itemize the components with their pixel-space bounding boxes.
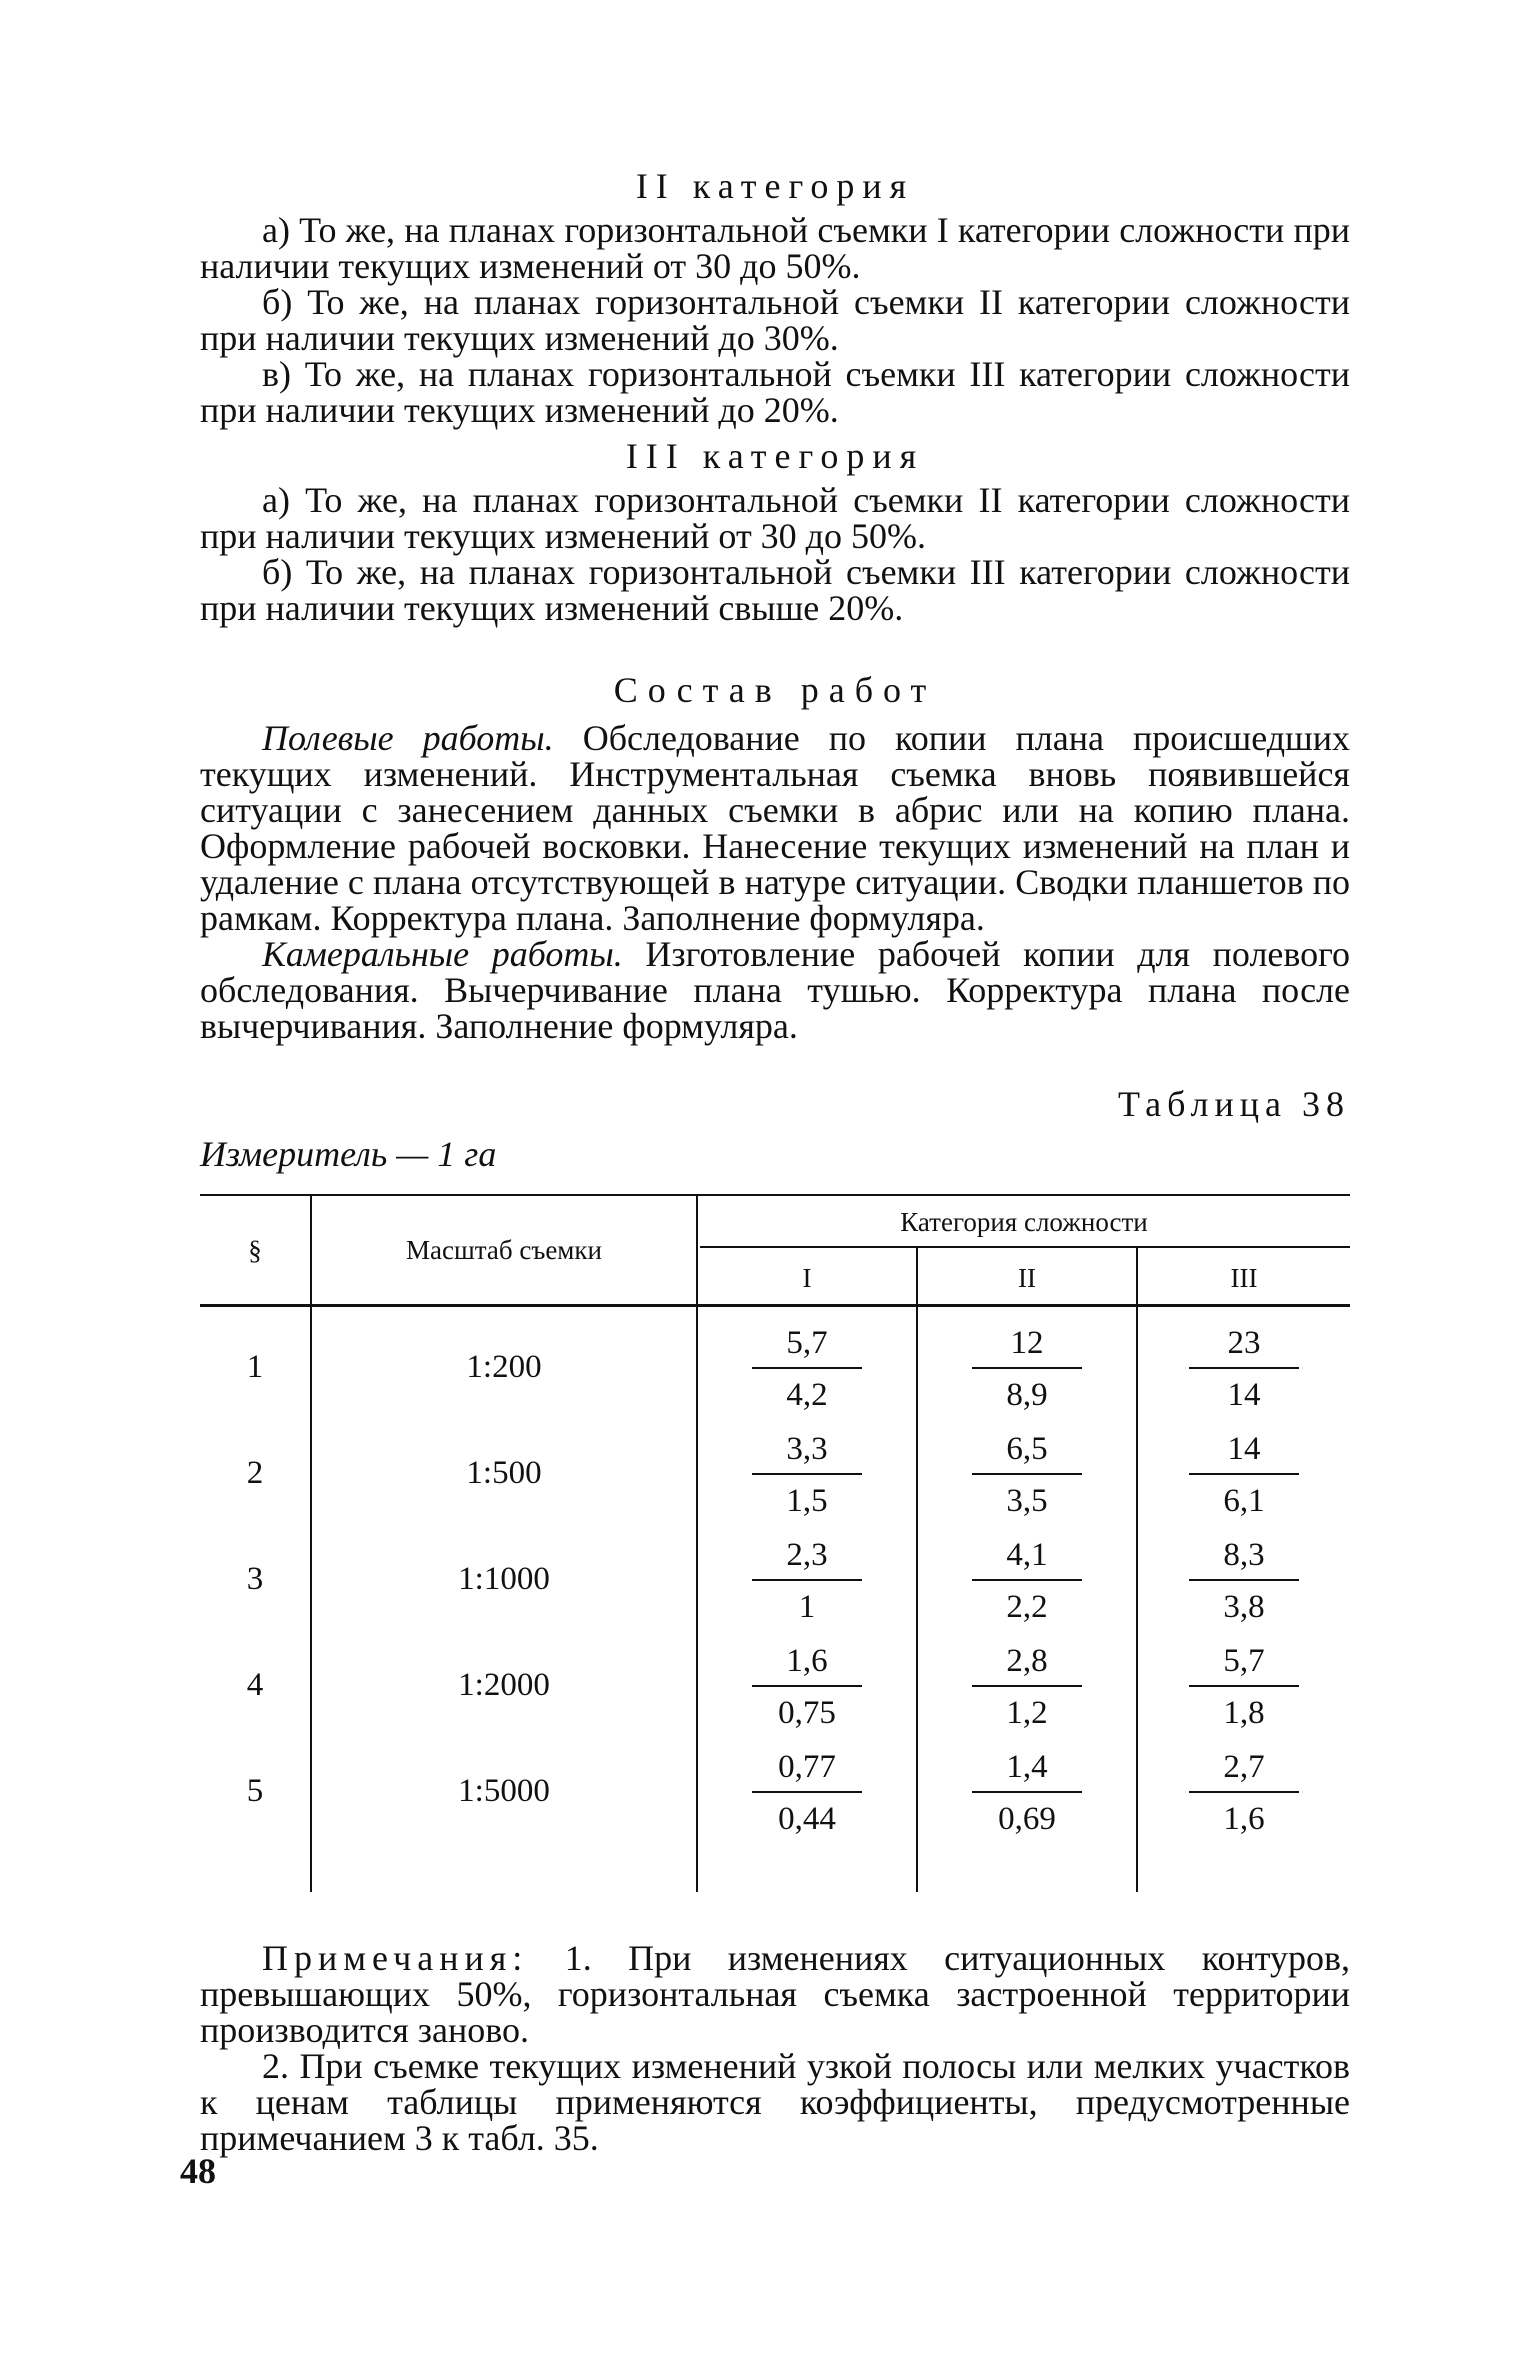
fraction-numerator: 5,7 [752, 1319, 862, 1369]
category-2-heading: II категория [635, 166, 915, 206]
fraction-cell [1189, 1743, 1299, 1841]
col-header-cat-1: I [802, 1263, 812, 1293]
office-work-text: Изготовление рабочей копии для полевого обследования. Вычерчивание плана тушью. Корректура плана после вычерчивания. Заполнение формуляра. [200, 934, 1351, 1046]
category-3-item-a: а) То же, на планах горизонтальной съемки II категории сложности при наличии текущих изменений от 30 до 50%. [200, 480, 1350, 556]
fraction-numerator: 3,3 [752, 1425, 862, 1475]
fraction-denominator: 0,75 [778, 1695, 836, 1731]
row-scale: 1:1000 [458, 1561, 550, 1597]
fraction-cell [972, 1743, 1082, 1841]
fraction-numerator: 14 [1189, 1425, 1299, 1475]
fraction-denominator: 8,9 [1006, 1377, 1048, 1413]
col-divider-4-body [1136, 1307, 1138, 1892]
fraction-numerator: 2,3 [752, 1531, 862, 1581]
col-divider-2-body [696, 1307, 698, 1892]
table-header-rule [200, 1304, 1350, 1307]
table-title: Таблица 38 [1118, 1084, 1350, 1124]
fraction-numerator: 1,4 [972, 1743, 1082, 1793]
fraction-numerator: 4,1 [972, 1531, 1082, 1581]
fraction-denominator: 1,5 [786, 1483, 828, 1519]
fraction-cell [972, 1319, 1082, 1417]
fraction-denominator: 1,6 [1223, 1801, 1265, 1837]
row-number: 2 [246, 1455, 264, 1491]
fraction-denominator: 1 [798, 1589, 816, 1625]
fraction-numerator: 12 [972, 1319, 1082, 1369]
fraction-numerator: 0,77 [752, 1743, 862, 1793]
office-work-label: Камеральные работы. [262, 934, 623, 974]
fraction-cell [1189, 1531, 1299, 1629]
fraction-numerator: 8,3 [1189, 1531, 1299, 1581]
fraction-denominator: 6,1 [1223, 1483, 1265, 1519]
fraction-cell [972, 1425, 1082, 1523]
row-number: 1 [246, 1349, 264, 1385]
fraction-cell [752, 1319, 862, 1417]
fraction-numerator: 1,6 [752, 1637, 862, 1687]
fraction-denominator: 4,2 [786, 1377, 828, 1413]
fraction-denominator: 2,2 [1006, 1589, 1048, 1625]
category-2-item-a: а) То же, на планах горизонтальной съемки I категории сложности при наличии текущих изменений от 30 до 50%. [200, 210, 1350, 286]
row-number: 3 [246, 1561, 264, 1597]
note-1-text: 1. При изменениях ситуационных контуров, превышающих 50%, горизонтальная съемка застроенной территории производится заново. [200, 1938, 1350, 2050]
row-scale: 1:200 [466, 1349, 542, 1385]
page-content [200, 168, 1350, 2156]
category-3-heading: III категория [625, 436, 925, 476]
fraction-numerator: 2,8 [972, 1637, 1082, 1687]
col-header-cat-3: III [1230, 1263, 1258, 1293]
field-work-text: Обследование по копии плана происшедших текущих изменений. Инструментальная съемка вновь появившейся ситуации с занесением данных съемки в абрис или на копию плана. Оформление рабочей восковки. Нанесение текущих изменений на план и удаление с плана отсутствующей в натуре ситуации. Сводки планшетов по рамкам. Корректура плана. Заполнение формуляра. [200, 718, 1351, 938]
fraction-denominator: 14 [1227, 1377, 1261, 1413]
fraction-denominator: 0,69 [998, 1801, 1056, 1837]
fraction-denominator: 0,44 [778, 1801, 836, 1837]
page-number: 48 [180, 2151, 216, 2191]
category-subheader-rule [700, 1246, 1350, 1248]
note-1 [200, 1940, 1350, 2048]
row-scale: 1:5000 [458, 1773, 550, 1809]
fraction-cell [1189, 1425, 1299, 1523]
fraction-cell [752, 1637, 862, 1735]
row-number: 5 [246, 1773, 264, 1809]
fraction-numerator: 5,7 [1189, 1637, 1299, 1687]
notes [200, 1940, 1350, 2156]
fraction-cell [752, 1743, 862, 1841]
fraction-numerator: 23 [1189, 1319, 1299, 1369]
fraction-denominator: 1,8 [1223, 1695, 1265, 1731]
fraction-denominator: 3,8 [1223, 1589, 1265, 1625]
table-header-block [200, 1086, 1350, 1176]
unit-label: Измеритель — 1 га [200, 1134, 497, 1174]
table-top-rule [200, 1194, 1350, 1196]
fraction-cell [1189, 1637, 1299, 1735]
field-work-label: Полевые работы. [262, 718, 554, 758]
col-header-scale: Масштаб съемки [406, 1235, 602, 1265]
work-composition-heading: Состав работ [613, 670, 937, 710]
fraction-denominator: 1,2 [1006, 1695, 1048, 1731]
price-table [200, 1194, 1350, 1910]
fraction-cell [972, 1531, 1082, 1629]
fraction-denominator: 3,5 [1006, 1483, 1048, 1519]
note-2: 2. При съемке текущих изменений узкой полосы или мелких участков к ценам таблицы применяются коэффициенты, предусмотренные примечанием 3 к табл. 35. [200, 2046, 1350, 2158]
fraction-cell [752, 1425, 862, 1523]
fraction-numerator: 6,5 [972, 1425, 1082, 1475]
col-header-cat-2: II [1018, 1263, 1036, 1293]
office-work-paragraph [200, 936, 1350, 1044]
col-divider-3-body [916, 1307, 918, 1892]
fraction-cell [752, 1531, 862, 1629]
field-work-paragraph [200, 720, 1350, 936]
category-2-item-b: б) То же, на планах горизонтальной съемки II категории сложности при наличии текущих изменений до 30%. [200, 282, 1350, 358]
category-2-item-v: в) То же, на планах горизонтальной съемки III категории сложности при наличии текущих изменений до 20%. [200, 354, 1350, 430]
row-scale: 1:500 [466, 1455, 542, 1491]
row-number: 4 [246, 1667, 264, 1703]
col-header-category: Категория сложности [900, 1207, 1148, 1237]
fraction-numerator: 2,7 [1189, 1743, 1299, 1793]
fraction-cell [972, 1637, 1082, 1735]
row-scale: 1:2000 [458, 1667, 550, 1703]
col-header-num: § [248, 1235, 262, 1265]
category-3-item-b: б) То же, на планах горизонтальной съемки III категории сложности при наличии текущих изменений свыше 20%. [200, 552, 1350, 628]
notes-label: Примечания: [262, 1938, 529, 1978]
fraction-cell [1189, 1319, 1299, 1417]
